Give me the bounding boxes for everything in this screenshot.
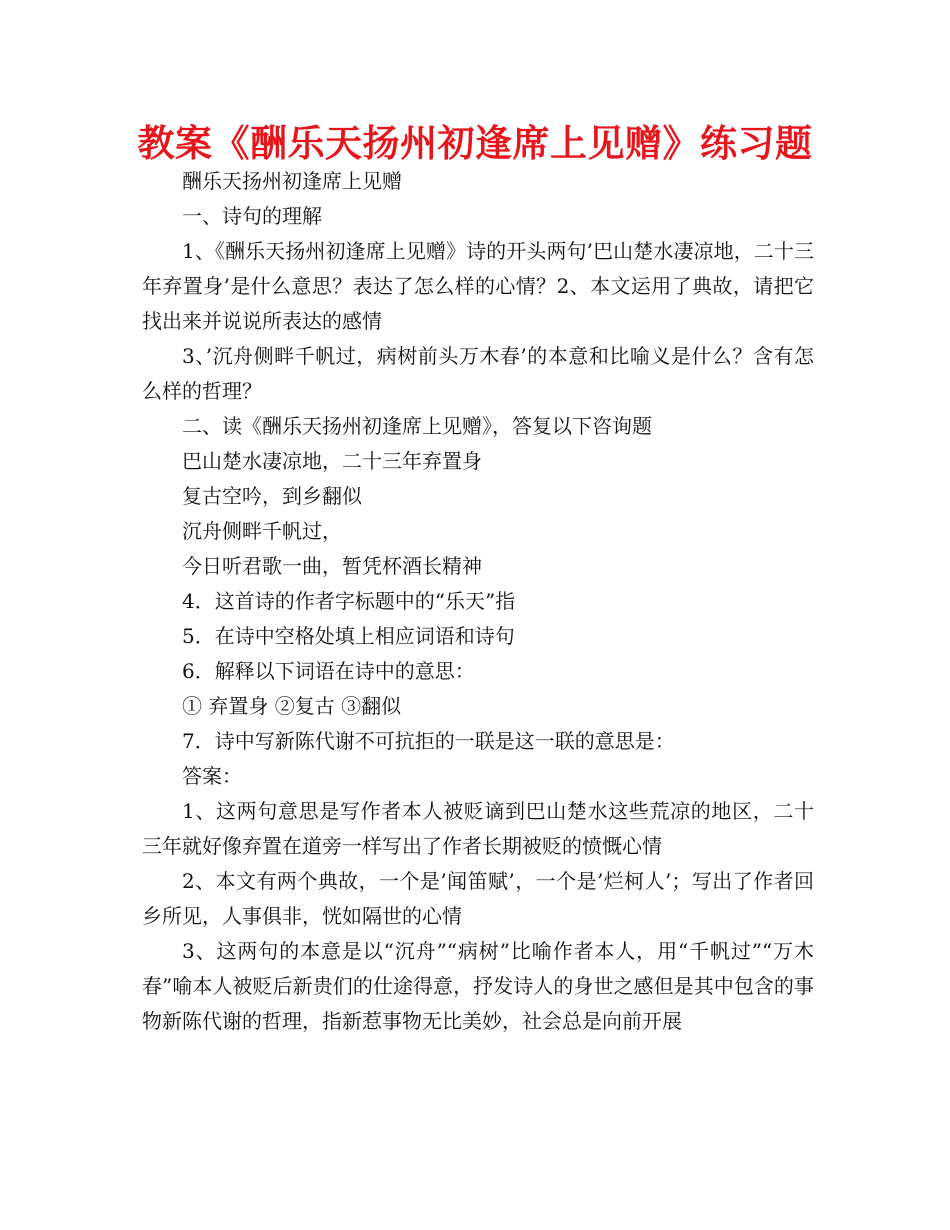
question-7: 7．诗中写新陈代谢不可抗拒的一联是这一联的意思是： (182, 729, 675, 753)
document-body (142, 164, 814, 1039)
question-5: 5．在诗中空格处填上相应词语和诗句 (182, 624, 515, 648)
section-heading-1: 一、诗句的理解 (182, 204, 322, 228)
section-heading-2: 二、读《酬乐天扬州初逢席上见赠》，答复以下咨询题 (182, 414, 652, 438)
poem-line-2: 复古空吟，到乡翻似 (182, 484, 362, 508)
document-title: 教案《酬乐天扬州初逢席上见赠》练习题 (137, 122, 813, 165)
question-6: 6．解释以下词语在诗中的意思： (182, 659, 475, 683)
poem-line-3: 沉舟侧畔千帆过， (182, 519, 342, 543)
answer-2: 2、本文有两个典故，一个是’闻笛赋’，一个是’烂柯人’；写出了作者回乡所见，人事俱非，恍如隔世的心情 (142, 869, 814, 928)
answer-1: 1、这两句意思是写作者本人被贬谪到巴山楚水这些荒凉的地区，二十三年就好像弃置在道旁一样写出了作者长期被贬的愤慨心情 (142, 799, 814, 858)
question-3: 3、’沉舟侧畔千帆过，病树前头万木春’的本意和比喻义是什么？含有怎么样的哲理？ (142, 344, 814, 403)
answers-heading: 答案： (182, 764, 242, 788)
question-4: 4．这首诗的作者字标题中的“乐天”指 (182, 589, 516, 613)
poem-line-1: 巴山楚水凄凉地，二十三年弃置身 (182, 449, 482, 473)
question-6-items: ① 弃置身 ②复古 ③翻似 (182, 694, 402, 718)
question-1-2: 1、《酬乐天扬州初逢席上见赠》诗的开头两句’巴山楚水凄凉地，二十三年弃置身’是什么意思？表达了怎么样的心情？2、本文运用了典故，请把它找出来并说说所表达的感情 (142, 239, 814, 333)
poem-line-4: 今日听君歌一曲，暂凭杯酒长精神 (182, 554, 482, 578)
answer-3: 3、这两句的本意是以“沉舟”“病树”比喻作者本人，用“千帆过”“万木春”喻本人被贬后新贵们的仕途得意，抒发诗人的身世之感但是其中包含的事物新陈代谢的哲理，指新惹事物无比美妙，社会总是向前开展 (142, 939, 814, 1033)
poem-title-line: 酬乐天扬州初逢席上见赠 (182, 169, 402, 193)
